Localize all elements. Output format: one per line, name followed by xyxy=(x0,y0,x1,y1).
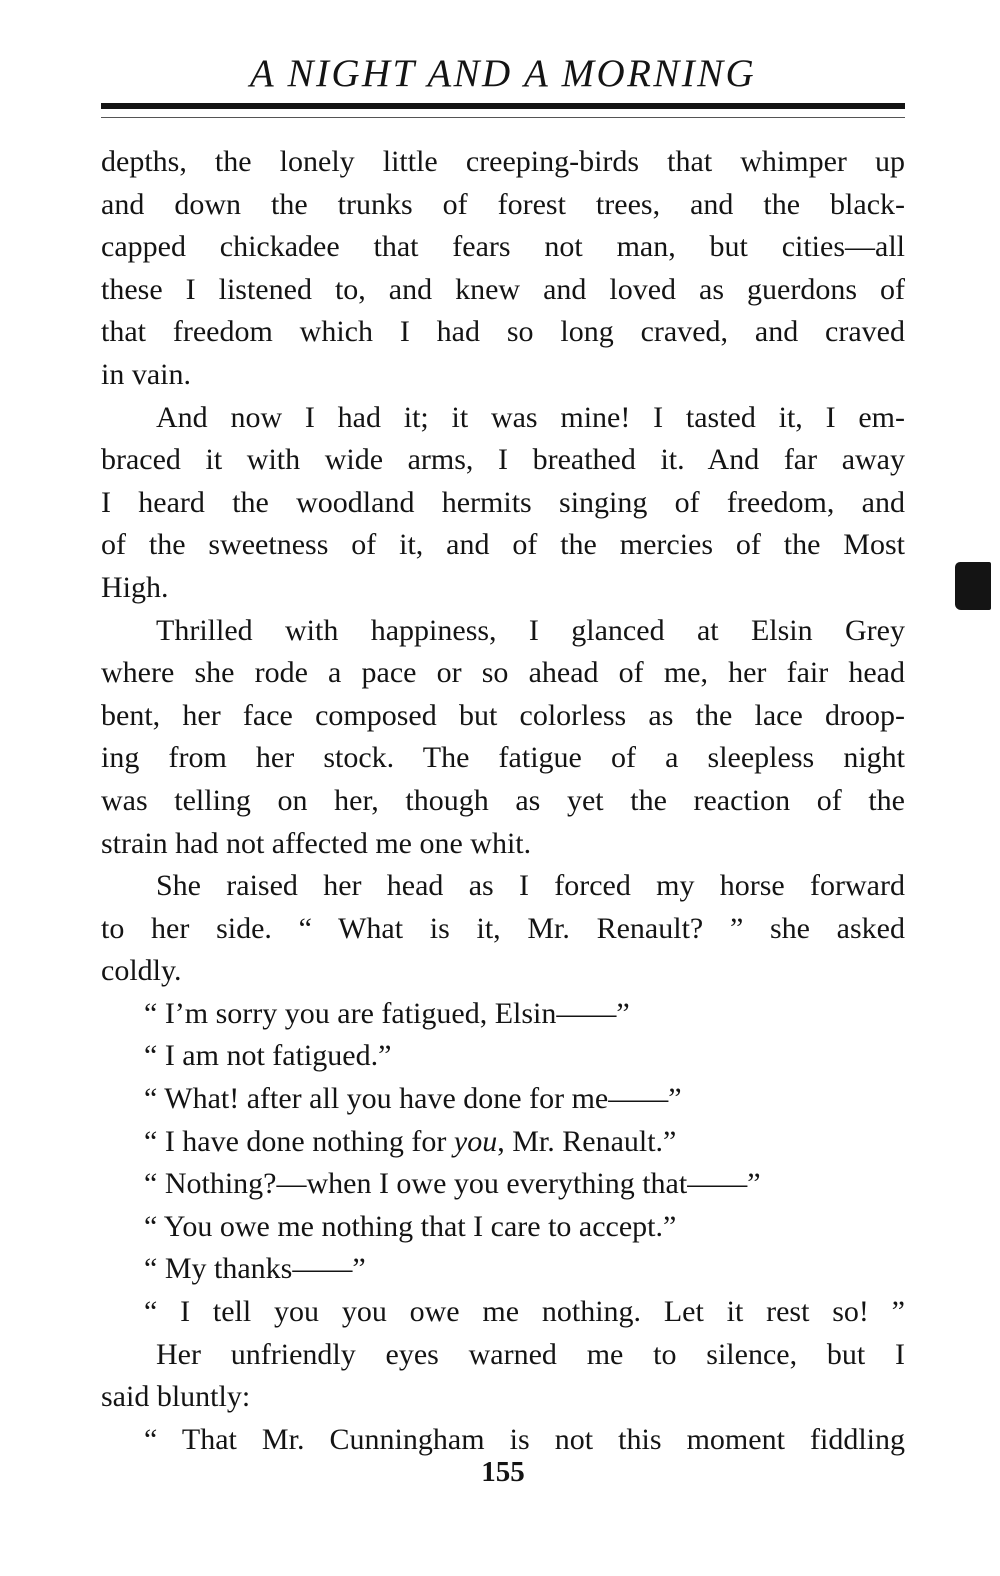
text-line: High. xyxy=(101,570,169,604)
text-line: “ What! after all you have done for me——” xyxy=(144,1082,682,1116)
text-line: Thrilled with happiness, I glanced at Elsin Grey xyxy=(156,613,905,647)
text-line: of the sweetness of it, and of the mercies of the Most xyxy=(101,528,905,562)
text-line: and down the trunks of forest trees, and the black- xyxy=(101,187,905,221)
running-title: A NIGHT AND A MORNING xyxy=(249,52,757,95)
text-line: I heard the woodland hermits singing of freedom, and xyxy=(101,485,905,519)
text-line: bent, her face composed but colorless as the lace droop- xyxy=(101,698,905,732)
text-line: “ That Mr. Cunningham is not this moment fiddling xyxy=(144,1422,905,1456)
page-number: 155 xyxy=(481,1456,525,1488)
text-line xyxy=(101,1121,905,1164)
text-line: And now I had it; it was mine! I tasted it, I em- xyxy=(156,400,905,434)
text-line: “ My thanks——” xyxy=(144,1252,366,1286)
text-line: ing from her stock. The fatigue of a sleepless night xyxy=(101,741,905,775)
book-page xyxy=(101,0,905,1576)
header-rule-thin xyxy=(101,117,905,118)
text-line: “ I tell you you owe me nothing. Let it rest so! ” xyxy=(144,1295,905,1329)
text-line: was telling on her, though as yet the reaction of the xyxy=(101,783,905,817)
text-line: “ I’m sorry you are fatigued, Elsin——” xyxy=(144,996,630,1030)
margin-ink-mark xyxy=(955,562,991,610)
text-segment: “ I have done nothing for xyxy=(144,1124,454,1158)
text-line: where she rode a pace or so ahead of me, her fair head xyxy=(101,656,905,690)
text-line: braced it with wide arms, I breathed it. And far away xyxy=(101,443,905,477)
text-line: “ I am not fatigued.” xyxy=(144,1039,392,1073)
text-segment: , Mr. Renault.” xyxy=(497,1124,677,1158)
text-line: She raised her head as I forced my horse forward xyxy=(156,869,905,903)
text-line: capped chickadee that fears not man, but cities—all xyxy=(101,230,905,264)
text-line: in vain. xyxy=(101,357,191,391)
text-line: strain had not affected me one whit. xyxy=(101,826,532,860)
text-line: coldly. xyxy=(101,954,182,988)
text-line: to her side. “ What is it, Mr. Renault? ” she asked xyxy=(101,911,905,945)
text-line: these I listened to, and knew and loved as guerdons of xyxy=(101,272,905,306)
italic-emphasis: you xyxy=(453,1124,498,1158)
header-rule-thick xyxy=(101,103,905,109)
body-text xyxy=(101,141,905,1461)
text-line: “ Nothing?—when I owe you everything that——” xyxy=(144,1167,761,1201)
text-line: that freedom which I had so long craved, and craved xyxy=(101,315,905,349)
text-line: “ You owe me nothing that I care to accept.” xyxy=(144,1209,677,1243)
text-line: depths, the lonely little creeping-birds that whimper up xyxy=(101,145,905,178)
text-line: said bluntly: xyxy=(101,1380,251,1414)
text-line: Her unfriendly eyes warned me to silence, but I xyxy=(156,1337,905,1371)
